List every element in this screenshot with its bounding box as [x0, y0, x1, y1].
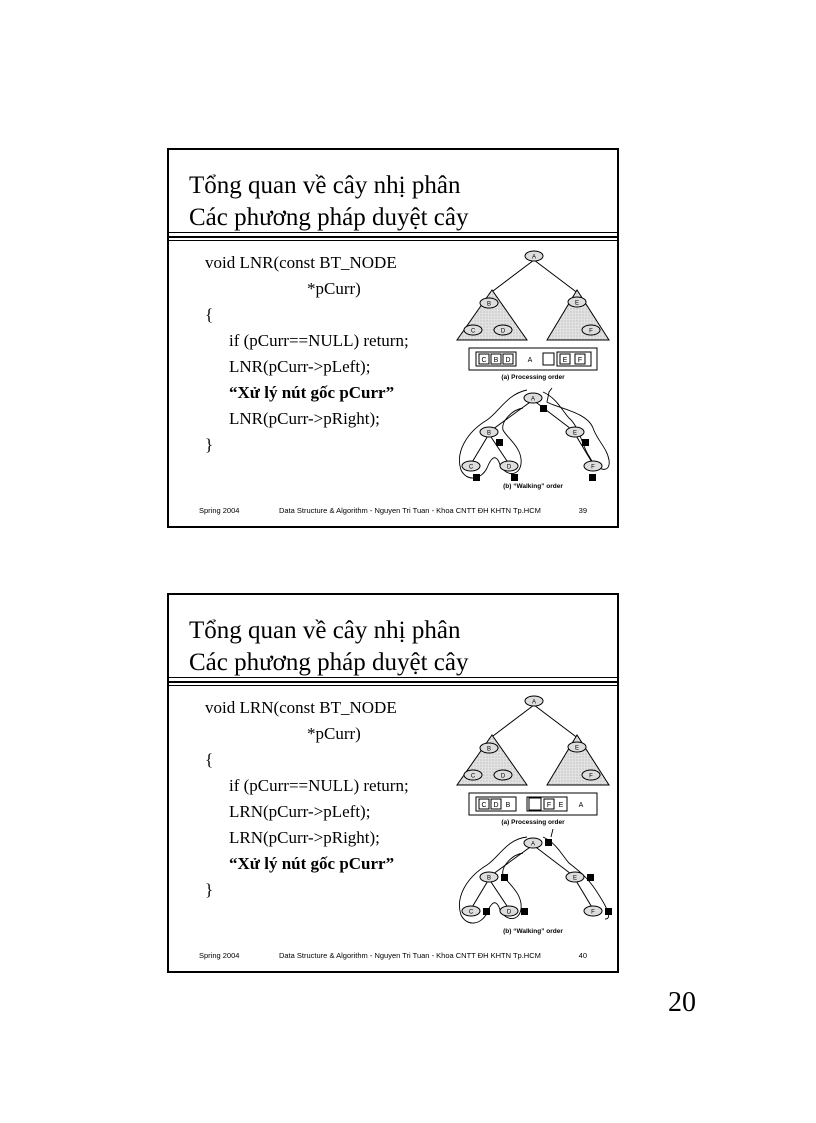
code-line: “Xử lý nút gốc pCurr”	[229, 854, 395, 873]
code-line: LNR(pCurr->pLeft);	[229, 357, 371, 376]
node-D	[500, 461, 518, 471]
code-line: void LNR(const BT_NODE	[205, 253, 397, 272]
slide-number: 40	[578, 951, 587, 960]
visit-marker	[496, 439, 503, 446]
node-A	[524, 393, 542, 403]
tree-diagram	[447, 242, 617, 490]
node-C	[462, 906, 480, 916]
tree-edge	[489, 260, 534, 294]
svg-text:D: D	[493, 802, 499, 809]
node-E	[568, 297, 586, 307]
tree-edge	[489, 400, 533, 432]
svg-text:F: F	[589, 773, 593, 780]
node-F	[584, 906, 602, 916]
svg-text:B: B	[486, 875, 492, 882]
svg-text:D: D	[505, 357, 511, 364]
caption-walking-order: (b) “Walking” order	[503, 928, 563, 935]
svg-text:E: E	[572, 430, 578, 437]
svg-text:E: E	[574, 300, 580, 307]
order-box	[503, 354, 513, 364]
order-box	[529, 798, 541, 810]
visit-marker	[605, 908, 612, 915]
svg-text:B: B	[486, 301, 492, 308]
page-number: 20	[668, 987, 696, 1018]
node-F	[582, 325, 600, 335]
svg-text:A: A	[531, 254, 537, 261]
visit-marker	[545, 839, 552, 846]
code-line: }	[205, 880, 214, 899]
visit-marker	[501, 874, 508, 881]
caption-processing-order: (a) Processing order	[501, 819, 565, 826]
code-line: {	[205, 305, 214, 324]
node-B	[480, 427, 498, 437]
code-line: if (pCurr==NULL) return;	[229, 331, 409, 350]
tree-edge	[489, 845, 533, 877]
svg-text:E: E	[572, 875, 578, 882]
tree-edge	[489, 705, 534, 739]
svg-text:E: E	[562, 357, 568, 364]
code-line: “Xử lý nút gốc pCurr”	[229, 383, 395, 402]
code-line: *pCurr)	[307, 279, 361, 298]
order-box	[506, 802, 511, 809]
node-F	[582, 770, 600, 780]
visit-marker	[540, 405, 547, 412]
code-line: {	[205, 750, 214, 769]
order-box	[560, 354, 570, 364]
title-rule	[169, 232, 617, 240]
svg-text:D: D	[506, 909, 512, 916]
node-C	[462, 461, 480, 471]
node-D	[500, 906, 518, 916]
order-box	[528, 357, 533, 364]
svg-text:B: B	[486, 430, 492, 437]
node-C	[464, 770, 482, 780]
tree-diagram	[447, 687, 617, 935]
node-F	[584, 461, 602, 471]
order-box	[579, 802, 584, 809]
order-box	[479, 354, 489, 364]
svg-text:C: C	[470, 773, 476, 780]
svg-text:D: D	[500, 773, 506, 780]
code-line: }	[205, 435, 214, 454]
tree-edge	[575, 434, 593, 464]
svg-text:F: F	[577, 357, 583, 364]
visit-marker	[473, 474, 480, 481]
svg-text:B: B	[493, 357, 499, 364]
node-D	[494, 770, 512, 780]
node-B	[480, 743, 498, 753]
slide-number: 39	[578, 506, 587, 515]
svg-text:A: A	[530, 841, 536, 848]
order-box	[544, 799, 554, 809]
order-box	[479, 799, 489, 809]
svg-text:C: C	[481, 802, 487, 809]
tree-edge	[534, 705, 579, 739]
code-line: if (pCurr==NULL) return;	[229, 776, 409, 795]
tree-edge	[575, 879, 593, 909]
slide-footer: Spring 2004 Data Structure & Algorithm - Nguyen Tri Tuan - Khoa CNTT ĐH KHTN Tp.HCM 39	[169, 504, 617, 518]
svg-text:C: C	[468, 909, 474, 916]
caption-processing-order: (a) Processing order	[501, 374, 565, 381]
node-B	[480, 872, 498, 882]
svg-text:D: D	[506, 464, 512, 471]
svg-text:F: F	[591, 464, 595, 471]
node-E	[568, 742, 586, 752]
visit-marker	[511, 474, 518, 481]
svg-text:A: A	[530, 396, 536, 403]
node-A	[525, 251, 543, 261]
svg-text:F: F	[591, 909, 595, 916]
visit-marker	[483, 908, 490, 915]
visit-marker	[521, 908, 528, 915]
node-E	[566, 872, 584, 882]
order-box	[575, 354, 585, 364]
svg-text:B: B	[486, 746, 492, 753]
svg-text:F: F	[546, 802, 552, 809]
svg-text:E: E	[558, 802, 564, 809]
node-C	[464, 325, 482, 335]
svg-text:A: A	[531, 699, 537, 706]
tree-edge	[533, 845, 575, 877]
title-rule	[169, 677, 617, 685]
order-box	[491, 354, 501, 364]
tree-edge	[471, 434, 489, 464]
code-line: LRN(pCurr->pRight);	[229, 828, 380, 847]
slide-40	[167, 593, 619, 973]
node-A	[524, 838, 542, 848]
caption-walking-order: (b) “Walking” order	[503, 483, 563, 490]
code-line: void LRN(const BT_NODE	[205, 698, 397, 717]
visit-marker	[582, 439, 589, 446]
tree-traversal-figure	[447, 687, 617, 935]
slide-39	[167, 148, 619, 528]
node-E	[566, 427, 584, 437]
slide-title: Tổng quan về cây nhị phân Các phương pháp duyệt cây	[189, 172, 469, 231]
svg-text:C: C	[470, 328, 476, 335]
slide-footer: Spring 2004 Data Structure & Algorithm - Nguyen Tri Tuan - Khoa CNTT ĐH KHTN Tp.HCM 40	[169, 949, 617, 963]
svg-text:A: A	[527, 357, 533, 364]
code-line: *pCurr)	[307, 724, 361, 743]
node-D	[494, 325, 512, 335]
code-line: LRN(pCurr->pLeft);	[229, 802, 371, 821]
slide-title: Tổng quan về cây nhị phân Các phương pháp duyệt cây	[189, 617, 469, 676]
svg-text:D: D	[500, 328, 506, 335]
tree-traversal-figure	[447, 242, 617, 490]
node-A	[525, 696, 543, 706]
order-box	[543, 353, 554, 365]
order-box	[559, 802, 564, 809]
visit-marker	[587, 874, 594, 881]
code-line: LNR(pCurr->pRight);	[229, 409, 380, 428]
svg-text:C: C	[481, 357, 487, 364]
svg-text:F: F	[589, 328, 593, 335]
code-block	[205, 250, 409, 458]
svg-text:E: E	[574, 745, 580, 752]
order-box	[491, 799, 501, 809]
tree-edge	[471, 879, 489, 909]
tree-edge	[534, 260, 579, 294]
code-block	[205, 695, 409, 903]
svg-text:B: B	[505, 802, 511, 809]
svg-text:A: A	[578, 802, 584, 809]
visit-marker	[589, 474, 596, 481]
node-B	[480, 298, 498, 308]
svg-text:C: C	[468, 464, 474, 471]
